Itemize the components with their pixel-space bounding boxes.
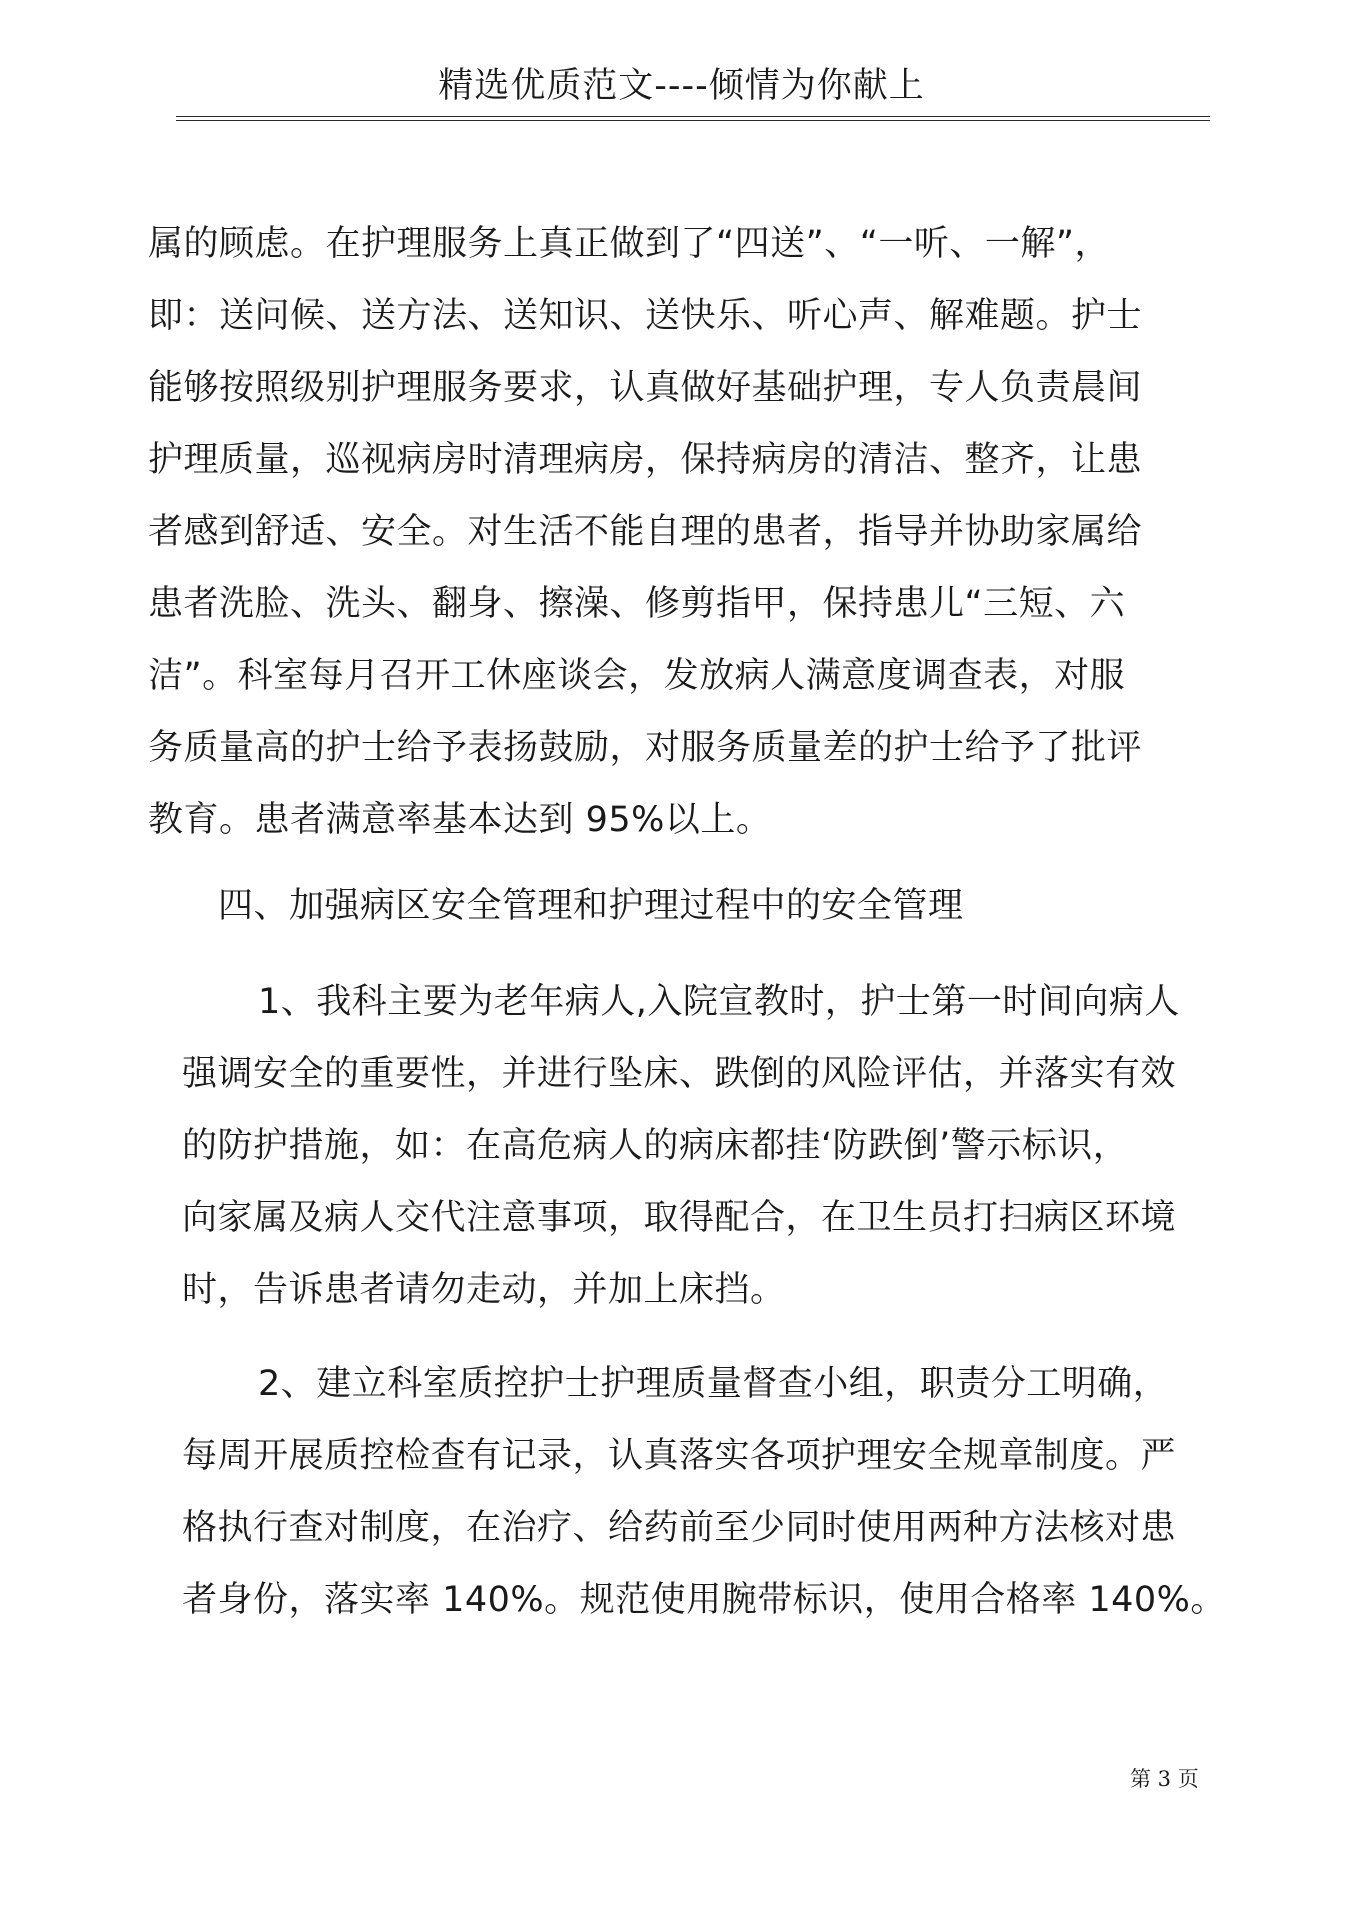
body-line: 即：送问候、送方法、送知识、送快乐、听心声、解难题。护士 [148,296,1143,336]
body-line: 强调安全的重要性，并进行坠床、跌倒的风险评估，并落实有效 [182,1054,1177,1094]
body-line: 时，告诉患者请勿走动，并加上床挡。 [182,1270,786,1310]
body-line: 格执行查对制度，在治疗、给药前至少同时使用两种方法核对患 [182,1508,1177,1548]
body-line: 能够按照级别护理服务要求，认真做好基础护理，专人负责晨间 [148,368,1143,408]
body-line: 护理质量，巡视病房时清理病房，保持病房的清洁、整齐，让患 [148,440,1143,480]
body-line: 者身份，落实率 140%。规范使用腕带标识，使用合格率 140%。 [182,1580,1226,1620]
body-line: 务质量高的护士给予表扬鼓励，对服务质量差的护士给予了批评 [148,728,1143,768]
body-line: 2、建立科室质控护士护理质量督查小组，职责分工明确， [258,1364,1169,1404]
body-line: 1、我科主要为老年病人,入院宣教时，护士第一时间向病人 [258,982,1180,1022]
body-line: 每周开展质控检查有记录，认真落实各项护理安全规章制度。严 [182,1436,1177,1476]
body-line: 教育。患者满意率基本达到 95%以上。 [148,800,772,840]
header-title: 精选优质范文----倾情为你献上 [438,66,925,106]
header-divider [176,116,1210,121]
body-line: 的防护措施，如：在高危病人的病床都挂‘防跌倒’警示标识， [182,1126,1129,1166]
body-line: 者感到舒适、安全。对生活不能自理的患者，指导并协助家属给 [148,512,1143,552]
body-line: 属的顾虑。在护理服务上真正做到了“四送”、“一听、一解”， [148,224,1111,264]
body-line: 患者洗脸、洗头、翻身、擦澡、修剪指甲，保持患儿“三短、六 [148,584,1126,624]
body-line: 洁”。科室每月召开工休座谈会，发放病人满意度调查表，对服 [148,656,1126,696]
body-line: 向家属及病人交代注意事项，取得配合，在卫生员打扫病区环境 [182,1198,1177,1238]
section-heading: 四、加强病区安全管理和护理过程中的安全管理 [218,886,964,926]
page-number: 第 3 页 [1130,1767,1199,1791]
